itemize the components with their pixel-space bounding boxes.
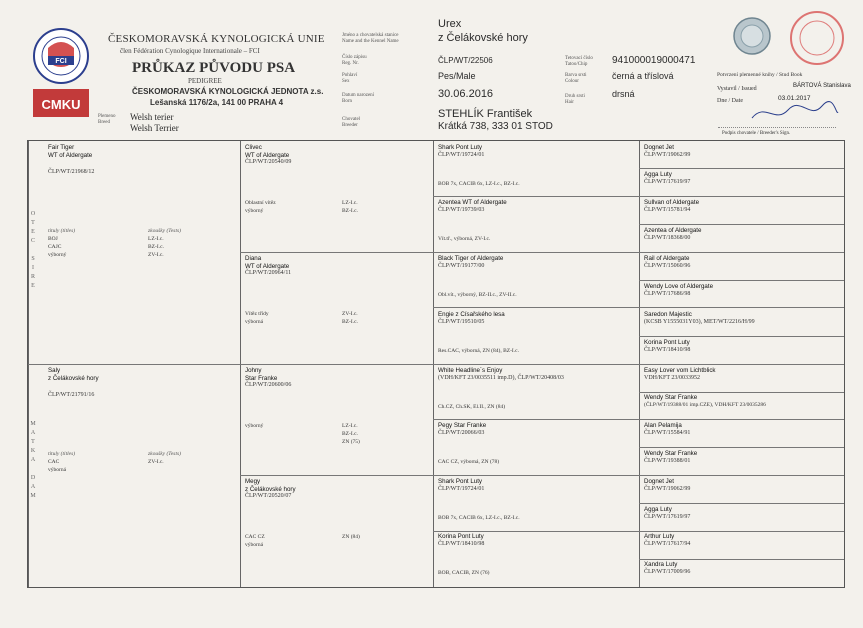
colour-label: Barva srsti Colour [565, 73, 587, 84]
issued-value: BÁRTOVÁ Stanislava [793, 83, 851, 89]
reg-label: Číslo zápisu Reg. Nr. [342, 55, 367, 66]
gen3-cell: White Headline´s Enjoy (VDH/KFT 23/0035511 imp.D), ČLP/WT/20408/03 Ch.CZ, Ch.SK, El.II., ZN (84) [438, 367, 564, 410]
gen4-cell: Dognet Jet ČLP/WT/19062/99 [644, 144, 691, 158]
dam-side-label: M A T K A D A M [30, 421, 36, 499]
sex-value: Pes/Male [438, 71, 476, 81]
tattoo-label: Tetovací číslo Tatoo/Chip [565, 56, 593, 67]
cmku-logo-text: CMKU [41, 97, 81, 112]
date-value: 03.01.2017 [778, 95, 811, 102]
doc-subtitle: PEDIGREE [188, 77, 222, 85]
cmku-logo [32, 88, 90, 118]
signature-label: Podpis chovatele / Breeder's Sign. [722, 131, 791, 136]
gen1-dam: Saly z Čelákovské hory ČLP/WT/21791/16 tituly (titles) zkoušky (Tests) CAC výborná ZV-I.c. [48, 367, 181, 473]
org-name: ČESKOMORAVSKÁ KYNOLOGICKÁ UNIE [108, 33, 325, 45]
signature [750, 100, 840, 126]
sire-side-label: O T E C S I R E [30, 211, 36, 289]
gen4-cell: Azentea of Aldergate ČLP/WT/18368/00 [644, 227, 702, 241]
gen4-cell: Dognet Jet ČLP/WT/19062/99 [644, 478, 691, 492]
stamp [787, 8, 847, 68]
gen4-cell: Wendy Star Franke ČLP/WT/19388/01 [644, 450, 698, 464]
stud-book-label: Potvrzení plemenné knihy / Stud Book [717, 72, 803, 78]
gen3-cell: Engie z Císařského lesa ČLP/WT/19510/05 Res.CAC, výborná, ZN (84), BZ-I.c. [438, 311, 519, 354]
coat-label: Druh srsti Hair [565, 94, 585, 105]
born-label: Datum narození Born [342, 93, 375, 104]
dog-name-line1: Urex [438, 18, 462, 30]
gen2-cell: Johny Star Franke ČLP/WT/20600/06 výborný LZ-I.c. BZ-I.c. ZN (75) [245, 367, 360, 445]
name-label: Jméno a chovatelská stanice Name and the Kennel Name [342, 33, 399, 44]
breed-cz: Welsh terier [130, 112, 174, 122]
gen4-cell: Alan Pelamija ČLP/WT/15584/91 [644, 422, 691, 436]
gen4-cell: Korina Pont Luty ČLP/WT/18410/98 [644, 339, 691, 353]
gen3-cell: Shark Pont Luty ČLP/WT/19724/01 BOB 7x, CACIB 6x, LZ-I.c., BZ-I.c. [438, 478, 520, 521]
gen3-cell: Black Tiger of Aldergate ČLP/WT/19177/00 Obl.vít., výborný, BZ-II.c., ZV-II.c. [438, 255, 517, 298]
gen4-cell: Easy Lover vom Lichtblick VDH/KFT 23/0033952 [644, 367, 716, 381]
gen3-cell: Pegy Star Franke ČLP/WT/20066/03 CAC CZ, výborná, ZN (78) [438, 422, 500, 465]
gen4-cell: Saredon Majestic (KCSB Y1555031Y03), MET/WT/2216/H/99 [644, 311, 755, 325]
fci-logo-text: FCI [55, 58, 67, 65]
reg-value: ČLP/WT/22506 [438, 56, 493, 65]
breed-en: Welsh Terrier [130, 123, 179, 133]
org-member: člen Fédération Cynologique Internationale – FCI [120, 47, 260, 55]
breeder-label: Chovatel Breeder [342, 117, 361, 128]
tattoo-value: 941000019000471 [612, 55, 696, 66]
gen1-sire: Fair Tiger WT of Aldergate ČLP/WT/21968/12 tituly (titles) zkoušky (Tests) BOJ CAJC výborný LZ-I.c. BZ-I.c. ZV-I.c. [48, 144, 181, 258]
dog-name-line2: z Čelákovské hory [438, 32, 528, 44]
fci-logo [32, 26, 90, 86]
jednota-address: Lešanská 1176/2a, 141 00 PRAHA 4 [150, 98, 284, 107]
sex-label: Pohlaví Sex [342, 73, 358, 84]
gen4-cell: Arthur Luty ČLP/WT/17617/94 [644, 533, 691, 547]
jednota-name: ČESKOMORAVSKÁ KYNOLOGICKÁ JEDNOTA z.s. [132, 87, 324, 96]
gen2-cell: Megy z Čelákovské hory ČLP/WT/20520/07 CAC CZ výborná ZN (84) [245, 478, 360, 548]
gen2-cell: Diana WT of Aldergate ČLP/WT/20964/11 Vítěz třídy výborná ZV-I.c. BZ-I.c. [245, 255, 358, 325]
gen4-cell: Xandra Luty ČLP/WT/17009/96 [644, 561, 691, 575]
breeder-name: STEHLÍK František [438, 108, 533, 120]
gen3-cell: Korina Pont Luty ČLP/WT/18410/98 BOB, CACIB, ZN (76) [438, 533, 490, 576]
hologram-seal [732, 16, 772, 56]
gen4-cell: Wendy Love of Aldergate ČLP/WT/17686/98 [644, 283, 714, 297]
born-value: 30.06.2016 [438, 88, 494, 100]
gen4-cell: Rail of Aldergate ČLP/WT/15060/96 [644, 255, 691, 269]
gen4-cell: Wendy Star Franke (ČLP/WT/19388/01 imp.CZE), VDH/KFT 23/0035286 [644, 394, 766, 408]
coat-value: drsná [612, 89, 635, 99]
colour-value: černá a tříslová [612, 71, 674, 81]
breeder-address: Krátká 738, 333 01 STOD [438, 121, 553, 132]
gen4-cell: Agga Luty ČLP/WT/17619/97 [644, 506, 691, 520]
gen3-cell: Shark Pont Luty ČLP/WT/19724/01 BOB 7x, CACIB 6x, LZ-I.c., BZ-I.c. [438, 144, 520, 187]
gen4-cell: Agga Luty ČLP/WT/17619/97 [644, 171, 691, 185]
date-label: Dne / Date [717, 98, 743, 104]
gen2-cell: Clivec WT of Aldergate ČLP/WT/20540/09 Oblastní vítěz výborný LZ-I.c. BZ-I.c. [245, 144, 358, 214]
doc-title: PRŮKAZ PŮVODU PSA [132, 60, 296, 76]
gen3-cell: Azentea WT of Aldergate ČLP/WT/19739/03 Vít.tř., výborná, ZV-I.c. [438, 199, 507, 242]
issued-label: Vystavil / Issued [717, 86, 757, 92]
breed-label: Plemeno Breed [98, 114, 116, 125]
gen4-cell: Sullvan of Aldergate ČLP/WT/15781/94 [644, 199, 700, 213]
